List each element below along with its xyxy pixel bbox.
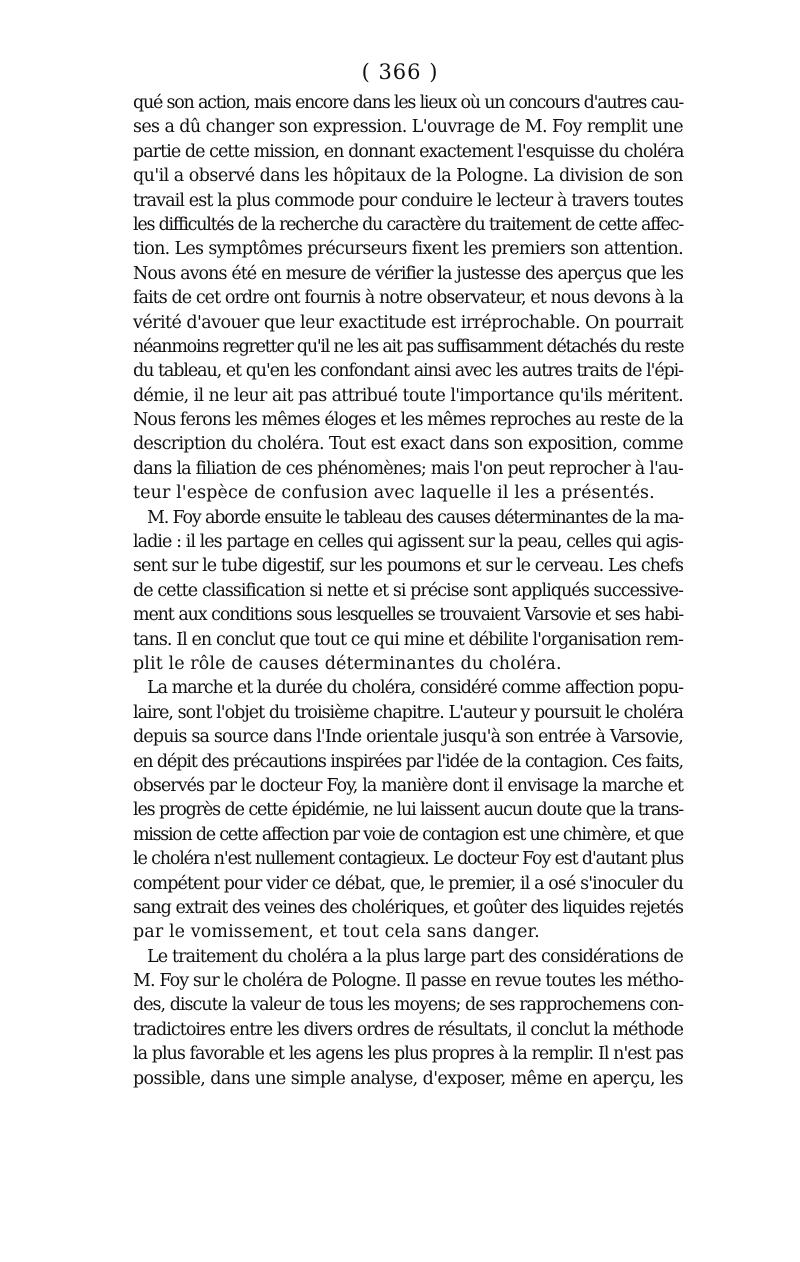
text-line: ment aux conditions sous lesquelles se trouvaient Varsovie et ses habi- bbox=[133, 605, 683, 626]
text-line: depuis sa source dans l'Inde orientale jusqu'à son entrée à Varsovie, bbox=[133, 727, 683, 748]
text-line: par le vomissement, et tout cela sans danger. bbox=[133, 922, 540, 943]
text-line: M. Foy aborde ensuite le tableau des causes déterminantes de la ma- bbox=[147, 507, 683, 528]
text-line: Nous ferons les mêmes éloges et les mêmes reproches au reste de la bbox=[133, 410, 683, 431]
text-line: description du choléra. Tout est exact dans son exposition, comme bbox=[133, 434, 683, 455]
text-line: mission de cette affection par voie de contagion est une chimère, et que bbox=[133, 824, 683, 845]
text-line: tradictoires entre les divers ordres de résultats, il conclut la méthode bbox=[133, 1019, 684, 1040]
text-line: néanmoins regretter qu'il ne les ait pas suffisamment détachés du reste bbox=[133, 336, 684, 357]
text-line: sent sur le tube digestif, sur les poumons et sur le cerveau. Les chefs bbox=[133, 556, 683, 577]
text-line: travail est la plus commode pour conduire le lecteur à travers toutes bbox=[133, 190, 683, 211]
text-line: ladie : il les partage en celles qui agissent sur la peau, celles qui agis- bbox=[133, 532, 683, 553]
text-line: démie, il ne leur ait pas attribué toute l'importance qu'ils méritent. bbox=[133, 385, 683, 406]
text-line: tion. Les symptômes précurseurs fixent les premiers son attention. bbox=[133, 239, 683, 260]
body-text bbox=[133, 91, 683, 1091]
text-line: les progrès de cette épidémie, ne lui laissent aucun doute que la trans- bbox=[133, 800, 683, 821]
text-line: du tableau, et qu'en les confondant ainsi avec les autres traits de l'épi- bbox=[133, 361, 683, 382]
text-line: Le traitement du choléra a la plus large part des considérations de bbox=[147, 946, 683, 967]
text-line: les difficultés de la recherche du caractère du traitement de cette affec- bbox=[133, 214, 683, 235]
text-line: La marche et la durée du choléra, considéré comme affection popu- bbox=[147, 678, 683, 699]
text-line: sang extrait des veines des cholériques, et goûter des liquides rejetés bbox=[133, 897, 683, 918]
text-line: plit le rôle de causes déterminantes du choléra. bbox=[133, 653, 562, 674]
text-line: M. Foy sur le choléra de Pologne. Il passe en revue toutes les métho- bbox=[133, 971, 684, 992]
text-line: vérité d'avouer que leur exactitude est irréprochable. On pourrait bbox=[133, 312, 683, 333]
text-line: teur l'espèce de confusion avec laquelle il les a présentés. bbox=[133, 483, 655, 504]
text-line: en dépit des précautions inspirées par l'idée de la contagion. Ces faits, bbox=[133, 751, 683, 772]
text-line: laire, sont l'objet du troisième chapitre. L'auteur y poursuit le choléra bbox=[133, 702, 683, 723]
text-line: qué son action, mais encore dans les lieux où un concours d'autres cau- bbox=[133, 93, 683, 113]
text-line: Nous avons été en mesure de vérifier la justesse des aperçus que les bbox=[133, 263, 683, 284]
text-line: qu'il a observé dans les hôpitaux de la Pologne. La division de son bbox=[133, 166, 683, 187]
text-line: tans. Il en conclut que tout ce qui mine et débilite l'organisation rem- bbox=[133, 629, 683, 650]
text-line: partie de cette mission, en donnant exactement l'esquisse du choléra bbox=[133, 141, 684, 162]
text-line: le choléra n'est nullement contagieux. Le docteur Foy est d'autant plus bbox=[133, 849, 684, 870]
text-line: ses a dû changer son expression. L'ouvrage de M. Foy remplit une bbox=[133, 117, 683, 138]
text-line: faits de cet ordre ont fournis à notre observateur, et nous devons à la bbox=[133, 288, 683, 309]
text-line: observés par le docteur Foy, la manière dont il envisage la marche et bbox=[133, 775, 683, 796]
text-line: des, discute la valeur de tous les moyens; de ses rapprochemens con- bbox=[133, 995, 683, 1016]
text-line: dans la filiation de ces phénomènes; mais l'on peut reprocher à l'au- bbox=[133, 458, 683, 479]
text-line: possible, dans une simple analyse, d'exposer, même en aperçu, les bbox=[133, 1068, 683, 1089]
text-line: de cette classification si nette et si précise sont appliqués successive- bbox=[133, 580, 683, 601]
page-number: ( 366 ) bbox=[361, 60, 439, 84]
text-line: la plus favorable et les agens les plus propres à la remplir. Il n'est pas bbox=[133, 1044, 683, 1065]
text-line: compétent pour vider ce débat, que, le premier, il a osé s'inoculer du bbox=[133, 873, 684, 894]
